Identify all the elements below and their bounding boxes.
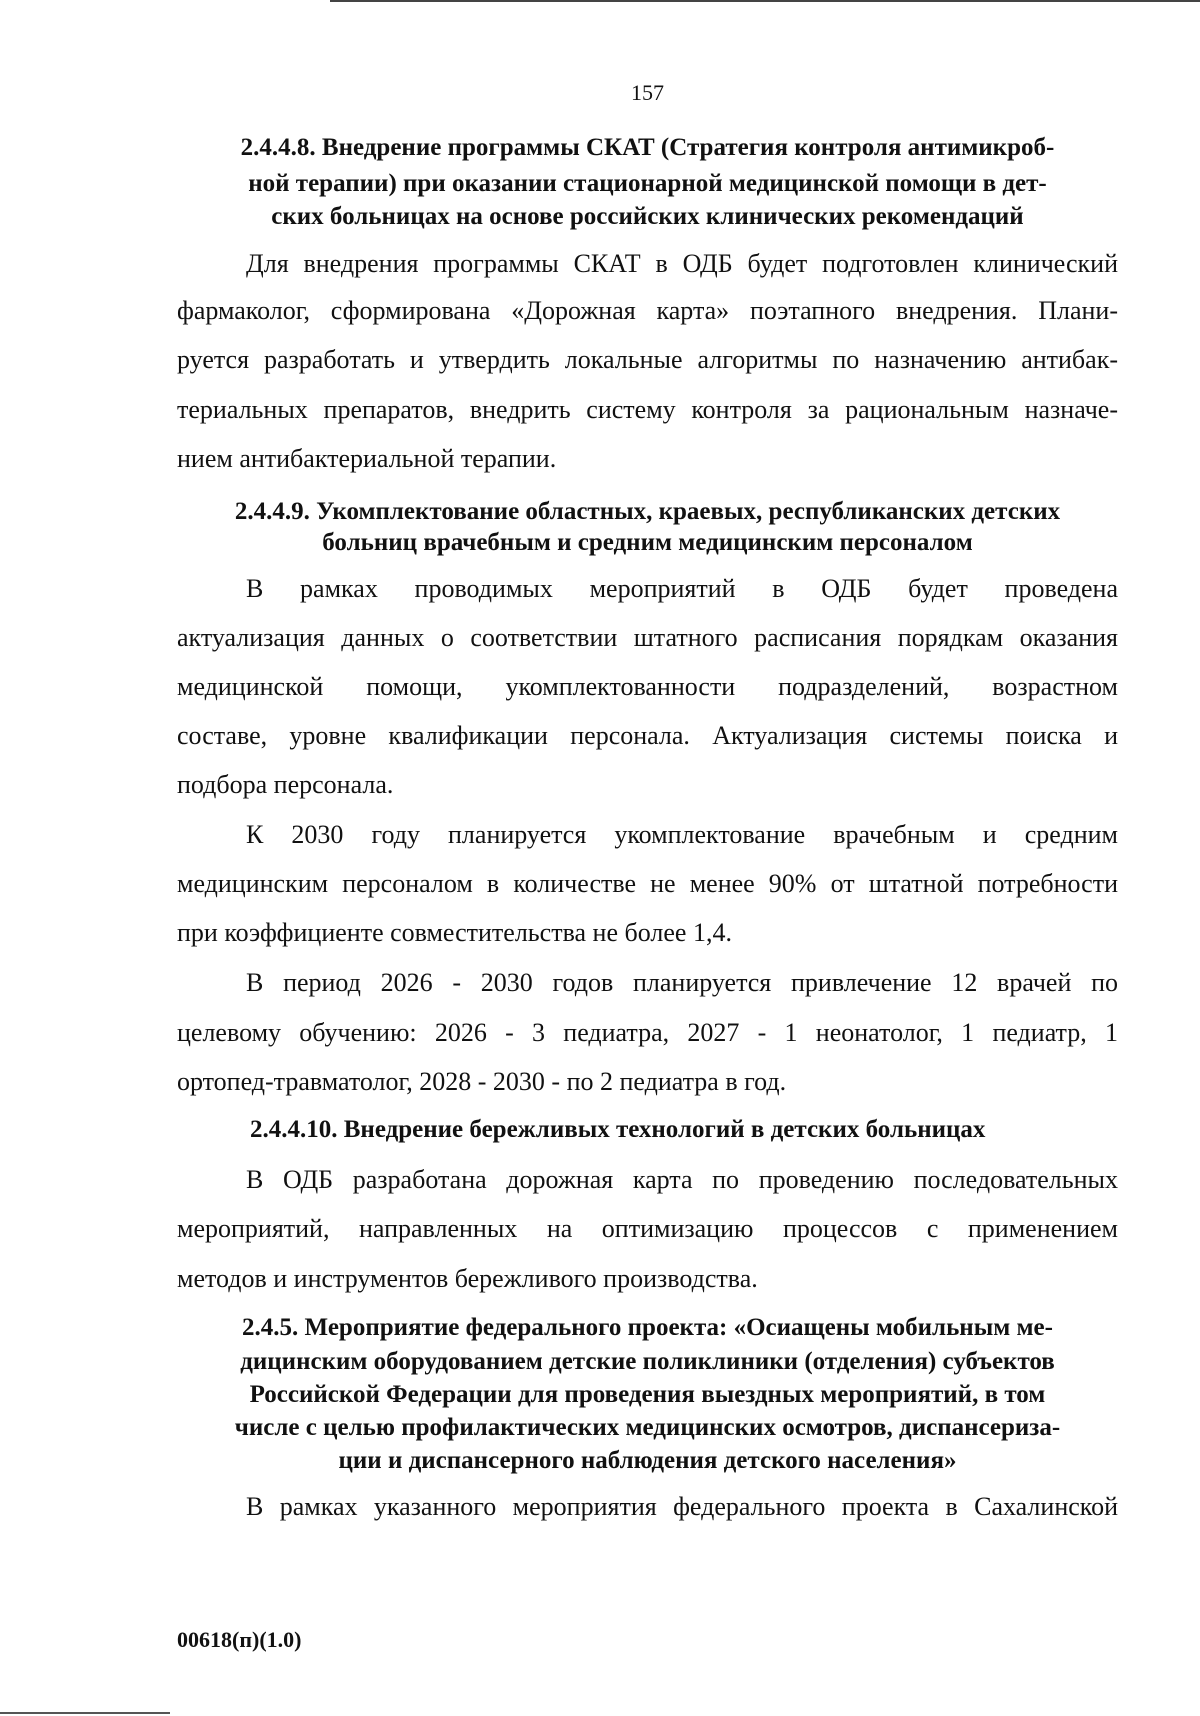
document-code: 00618(п)(1.0): [177, 1627, 302, 1652]
paragraph-line: фармаколог, сформирована «Дорожная карта» поэтапного внедрения. Плани-: [177, 296, 1118, 325]
paragraph-line: В рамках проводимых мероприятий в ОДБ будет проведена: [246, 574, 1118, 603]
heading-2-4-4-9-line-1: 2.4.4.9. Укомплектование областных, краевых, республиканских детских: [234, 498, 1061, 525]
paragraph-line: В ОДБ разработана дорожная карта по проведению последовательных: [246, 1165, 1118, 1194]
paragraph-line: нием антибактериальной терапии.: [177, 444, 557, 473]
paragraph-line: при коэффициенте совместительства не более 1,4.: [177, 918, 732, 947]
heading-2-4-5-line-1: 2.4.5. Мероприятие федерального проекта: «Осиащены мобильным ме-: [242, 1314, 1053, 1341]
heading-2-4-4-8-line-3: ских больницах на основе российских клинических рекомендаций: [271, 203, 1024, 230]
paragraph-line: целевому обучению: 2026 - 3 педиатра, 2027 - 1 неонатолог, 1 педиатр, 1: [177, 1018, 1118, 1047]
paragraph-line: В рамках указанного мероприятия федерального проекта в Сахалинской: [246, 1492, 1118, 1521]
paragraph-line: подбора персонала.: [177, 770, 394, 799]
paragraph-line: В период 2026 - 2030 годов планируется привлечение 12 врачей по: [246, 968, 1118, 997]
page-number: 157: [631, 80, 664, 105]
heading-2-4-5-line-2: дицинским оборудованием детские поликлиники (отделения) субъектов: [240, 1348, 1055, 1375]
paragraph-line: ортопед-травматолог, 2028 - 2030 - по 2 педиатра в год.: [177, 1067, 787, 1096]
scan-edge-line: [0, 1712, 170, 1714]
heading-2-4-5-line-3: Российской Федерации для проведения выездных мероприятий, в том: [249, 1381, 1046, 1408]
paragraph-line: руется разработать и утвердить локальные алгоритмы по назначению антибак-: [177, 345, 1118, 374]
scan-edge-line: [330, 0, 1200, 2]
paragraph-line: медицинским персоналом в количестве не менее 90% от штатной потребности: [177, 869, 1118, 898]
heading-2-4-5-line-5: ции и диспансерного наблюдения детского населения»: [338, 1447, 957, 1474]
paragraph-line: териальных препаратов, внедрить систему контроля за рациональным назначе-: [177, 395, 1118, 424]
paragraph-line: составе, уровне квалификации персонала. Актуализация системы поиска и: [177, 721, 1118, 750]
heading-2-4-4-8-line-1: 2.4.4.8. Внедрение программы СКАТ (Стратегия контроля антимикроб-: [240, 134, 1055, 161]
heading-2-4-4-8-line-2: ной терапии) при оказании стационарной медицинской помощи в дет-: [248, 170, 1047, 197]
heading-2-4-4-9-line-2: больниц врачебным и средним медицинским персоналом: [322, 529, 973, 556]
paragraph-line: методов и инструментов бережливого производства.: [177, 1264, 758, 1293]
paragraph-line: актуализация данных о соответствии штатного расписания порядкам оказания: [177, 623, 1118, 652]
paragraph-line: мероприятий, направленных на оптимизацию процессов с применением: [177, 1214, 1118, 1243]
heading-2-4-5-line-4: числе с целью профилактических медицинских осмотров, диспансериза-: [234, 1414, 1061, 1441]
paragraph-line: медицинской помощи, укомплектованности подразделений, возрастном: [177, 672, 1118, 701]
paragraph-line: Для внедрения программы СКАТ в ОДБ будет подготовлен клинический: [246, 249, 1118, 278]
paragraph-line: К 2030 году планируется укомплектование врачебным и средним: [246, 820, 1118, 849]
heading-2-4-4-10: 2.4.4.10. Внедрение бережливых технологий в детских больницах: [250, 1116, 986, 1143]
